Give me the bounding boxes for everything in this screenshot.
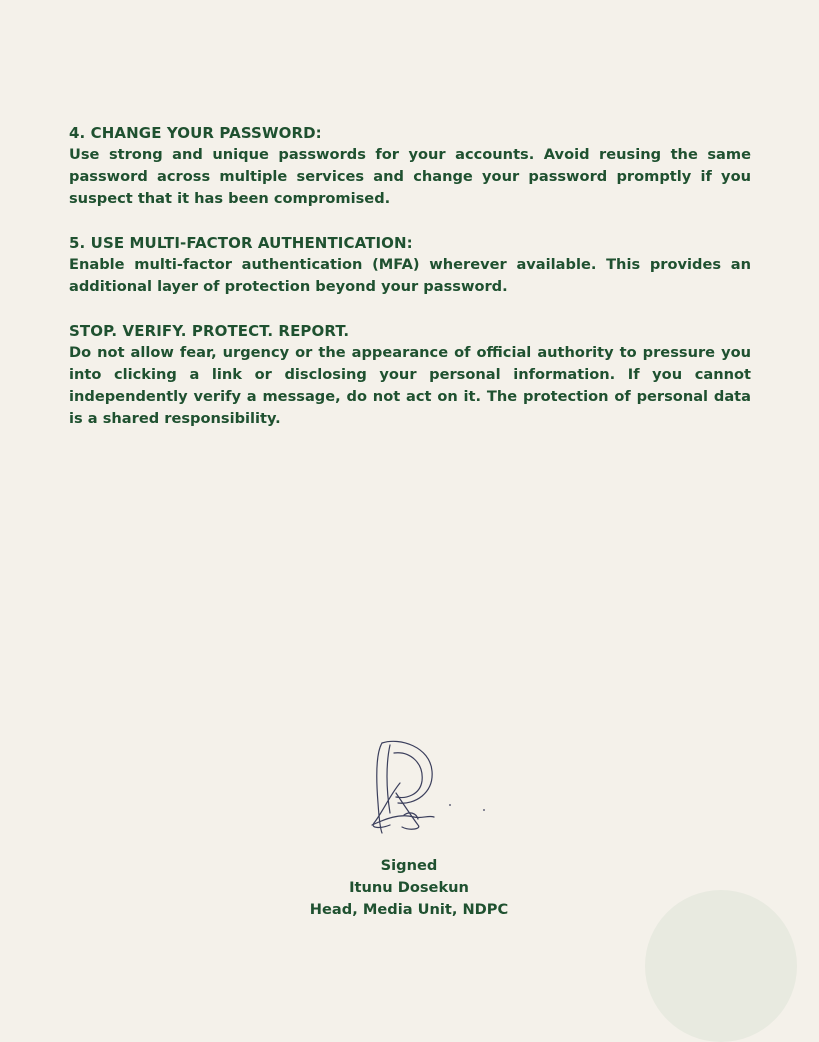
section-body: Use strong and unique passwords for your accounts. Avoid reusing the same password across multiple services and change your password promptly if you suspect that it has been compromised. bbox=[69, 146, 751, 207]
handwritten-signature bbox=[360, 733, 500, 843]
section-change-password bbox=[69, 122, 751, 210]
section-body: Do not allow fear, urgency or the appearance of official authority to pressure you into clicking a link or disclosing your personal information. If you cannot independently verify a message, do not act on it. The protection of personal data is a shared responsibility. bbox=[69, 344, 751, 427]
section-heading: 5. USE MULTI-FACTOR AUTHENTICATION: bbox=[69, 234, 413, 252]
section-body: Enable multi-factor authentication (MFA) wherever available. This provides an additional layer of protection beyond your password. bbox=[69, 256, 751, 295]
section-heading: STOP. VERIFY. PROTECT. REPORT. bbox=[69, 322, 350, 340]
signature-icon bbox=[360, 733, 500, 843]
section-stop-verify bbox=[69, 320, 751, 430]
signatory-block bbox=[209, 855, 609, 921]
signatory-name: Itunu Dosekun bbox=[349, 879, 469, 896]
signed-label: Signed bbox=[380, 857, 438, 874]
section-mfa bbox=[69, 232, 751, 298]
document-body bbox=[69, 122, 751, 452]
signatory-title: Head, Media Unit, NDPC bbox=[309, 901, 509, 918]
decorative-circle bbox=[645, 890, 797, 1042]
section-heading: 4. CHANGE YOUR PASSWORD: bbox=[69, 124, 322, 142]
